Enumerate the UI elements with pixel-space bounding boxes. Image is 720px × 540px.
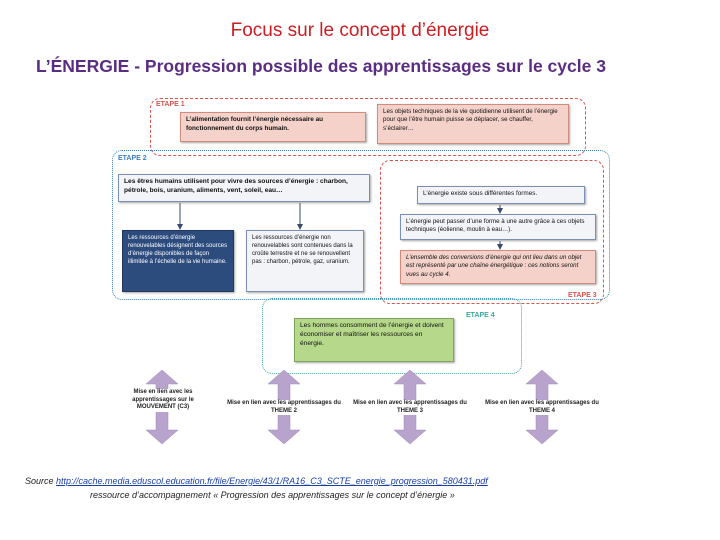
mise-en-lien-label-4: Mise en lien avec les apprentissages du THEME 4 — [482, 400, 602, 415]
page-title: Focus sur le concept d’énergie — [230, 20, 490, 41]
source-link[interactable]: http://cache.media.eduscol.education.fr/file/Energie/43/1/RA16_C3_SCTE_energie_progression_580431.pdf — [56, 476, 488, 486]
source-line-2: ressource d’accompagnement « Progression des apprentissages sur le concept d’énergie » — [90, 489, 455, 500]
box-conversion: L’énergie peut passer d’une forme à une autre grâce à ces objets techniques (éolienne, moulin à eau…). — [400, 214, 596, 240]
box-formes: L’énergie existe sous différentes formes. — [417, 186, 585, 204]
mise-en-lien-label-1: Mise en lien avec les apprentissages sur le MOUVEMENT (C3) — [118, 389, 208, 412]
source-prefix: Source — [25, 476, 57, 486]
box-economiser: Les hommes consomment de l’énergie et doivent économiser et maîtriser les ressources en énergie. — [294, 318, 454, 362]
etape2-label: ETAPE 2 — [118, 155, 147, 162]
box-alimentation: L’alimentation fournit l’énergie nécessaire au fonctionnement du corps humain. — [180, 112, 366, 142]
mise-en-lien-label-3: Mise en lien avec les apprentissages du THEME 3 — [350, 400, 470, 415]
box-objets-techniques: Les objets techniques de la vie quotidienne utilisent de l’énergie pour que l’être humain puisse se déplacer, se chauffer, s’éclairer… — [377, 104, 569, 144]
etape3-label: ETAPE 3 — [568, 292, 597, 299]
source-citation — [25, 475, 705, 502]
etape4-label: ETAPE 4 — [466, 312, 495, 319]
mise-en-lien-label-2: Mise en lien avec les apprentissages du THEME 2 — [224, 400, 344, 415]
source-line-1 — [25, 475, 705, 489]
box-chaine-energetique: L’ensemble des conversions d’énergie qui ont lieu dans un objet est représenté par une chaîne énergétique : ces notions seront vues au cycle 4. — [400, 250, 596, 284]
page-subtitle: L’ÉNERGIE - Progression possible des apprentissages sur le cycle 3 — [36, 56, 606, 76]
etape1-label: ETAPE 1 — [156, 101, 185, 108]
box-non-renouvelables: Les ressources d’énergie non renouvelables sont contenues dans la croûte terrestre et ne se renouvellent pas : charbon, pétrole, gaz, uranium. — [246, 230, 364, 292]
box-renouvelables: Les ressources d’énergie renouvelables désignent des sources d’énergie disponibles de façon illimitée à l’échelle de la vie humaine. — [122, 230, 234, 292]
box-sources-energie: Les êtres humains utilisent pour vivre des sources d’énergie : charbon, pétrole, bois, uranium, aliments, vent, soleil, eau… — [118, 174, 370, 202]
